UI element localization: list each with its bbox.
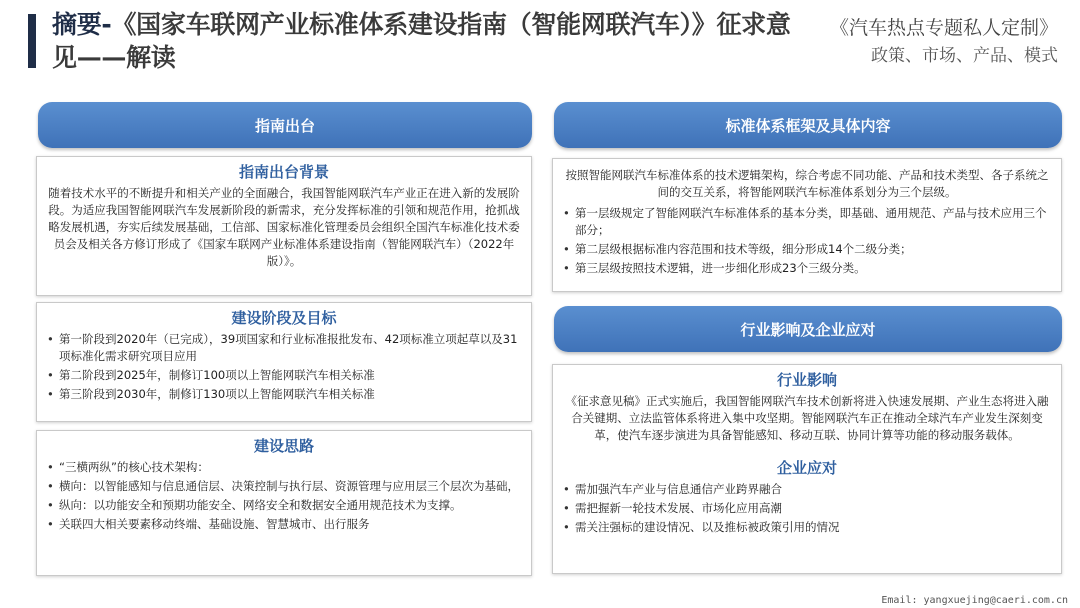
list-item: • 需把握新一轮技术发展、市场化应用高潮 — [561, 500, 1053, 517]
title-lead: 摘要- — [52, 10, 112, 39]
brand-block — [830, 14, 1058, 70]
impact-text: 《征求意见稿》正式实施后，我国智能网联汽车技术创新将进入快速发展期、产业生态将进入融合关键期、立法监管体系将进入集中攻坚期。智能网联汽车正在推动全球汽车产业发生深刻变革，使汽车逐步演进为具备智能感知、移动互联、协同计算等功能的移动服务载体。 — [565, 394, 1049, 442]
list-item: • 横向：以智能感知与信息通信层、决策控制与执行层、资源管理与应用层三个层次为基础， — [45, 478, 523, 495]
response-list — [561, 481, 1053, 536]
list-item: • “三横两纵”的核心技术架构： — [45, 459, 523, 476]
impact-title: 行业影响 — [776, 371, 837, 389]
list-item: • 第二层级根据标准内容范围和技术等级，细分形成14个二级分类； — [561, 241, 1053, 258]
section-pill-framework: 标准体系框架及具体内容 — [554, 102, 1062, 148]
ideas-list — [45, 459, 523, 533]
list-item: • 纵向：以功能安全和预期功能安全、网络安全和数据安全通用规范技术为支撑。 — [45, 497, 523, 514]
list-item: • 第二阶段到2025年，制修订100项以上智能网联汽车相关标准 — [45, 367, 523, 384]
list-item: • 关联四大相关要素移动终端、基础设施、智慧城市、出行服务 — [45, 516, 523, 533]
framework-list — [561, 205, 1053, 277]
footer-email: Email: yangxuejing@caeri.com.cn — [881, 595, 1068, 606]
list-item: • 需关注强标的建设情况、以及推标被政策引用的情况 — [561, 519, 1053, 536]
ideas-title: 建设思路 — [253, 437, 314, 455]
list-item: • 第三层级按照技术逻辑，进一步细化形成23个三级分类。 — [561, 260, 1053, 277]
framework-intro: 按照智能网联汽车标准体系的技术逻辑架构，综合考虑不同功能、产品和技术类型、各子系统之间的交互关系，将智能网联汽车标准体系划分为三个层级。 — [565, 168, 1049, 199]
framework-box — [552, 158, 1062, 292]
stages-list — [45, 331, 523, 403]
section-pill-impact: 行业影响及企业应对 — [554, 306, 1062, 352]
list-item: • 第三阶段到2030年，制修订130项以上智能网联汽车相关标准 — [45, 386, 523, 403]
impact-box — [552, 364, 1062, 574]
page-title — [52, 8, 792, 74]
title-rest: 《国家车联网产业标准体系建设指南（智能网联汽车）》征求意见——解读 — [52, 10, 791, 72]
list-item: • 第一阶段到2020年（已完成），39项国家和行业标准报批发布、42项标准立项起草以及31项标准化需求研究项目应用 — [45, 331, 523, 365]
stages-title: 建设阶段及目标 — [231, 309, 337, 327]
background-box — [36, 156, 532, 296]
ideas-box — [36, 430, 532, 576]
background-text: 随着技术水平的不断提升和相关产业的全面融合，我国智能网联汽车产业正在进入新的发展阶段。为适应我国智能网联汽车发展新阶段的新需求，充分发挥标准的引领和规范作用，抢抓战略发展机遇，夯实后续发展基础，工信部、国家标准化管理委员会组织全国汽车标准化技术委员会及相关各方修订形成了《国家车联网产业标准体系建设指南（智能网联汽车）（2022年版）》。 — [48, 186, 520, 268]
brand-line-1: 《汽车热点专题私人定制》 — [829, 17, 1058, 39]
list-item: • 第一层级规定了智能网联汽车标准体系的基本分类，即基础、通用规范、产品与技术应用三个部分； — [561, 205, 1053, 239]
list-item: • 需加强汽车产业与信息通信产业跨界融合 — [561, 481, 1053, 498]
section-pill-guide-release: 指南出台 — [38, 102, 532, 148]
title-accent-bar — [28, 14, 36, 68]
stages-box — [36, 302, 532, 422]
response-title: 企业应对 — [776, 459, 837, 477]
brand-line-2: 政策、市场、产品、模式 — [871, 46, 1058, 66]
background-title: 指南出台背景 — [238, 163, 329, 181]
